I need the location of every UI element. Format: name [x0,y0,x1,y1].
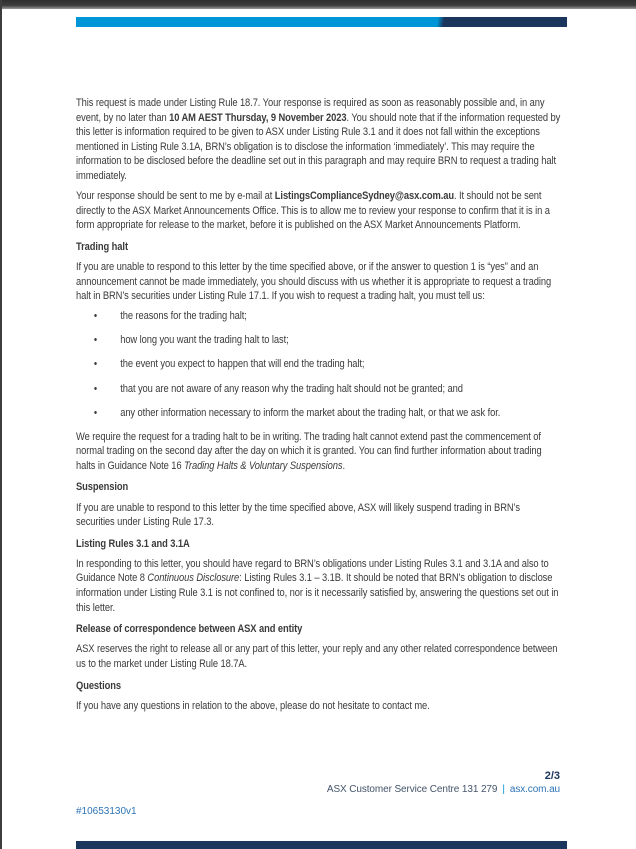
guidance-note-16-title: Trading Halts & Voluntary Suspensions [183,459,343,472]
bullet-icon: • [93,406,98,419]
footer-contact-line [327,784,560,795]
page-edge-shadow-top [0,0,636,9]
paragraph-suspension: If you are unable to respond to this letter by the time specified above, ASX will likely suspend trading in BRN’s securities under Listing Rule 17.3. [76,501,520,529]
list-item [94,406,561,421]
paragraph-response-email [76,189,561,233]
page-number: 2/3 [544,770,560,782]
deadline-emphasis: 10 AM AEST Thursday, 9 November 2023 [169,111,347,124]
heading-questions: Questions [76,679,121,692]
list-item [94,357,561,372]
bullet-icon: • [93,310,98,323]
trading-halt-requirements-list [76,309,561,420]
heading-suspension: Suspension [76,481,129,494]
heading-trading-halt: Trading halt [76,240,128,253]
letterhead-footer-bar [76,841,567,849]
bullet-icon: • [93,358,98,371]
text-segment: This request is made under Listing Rule 18.7. Your response is required as soon as reasonably possible and, in any event, by no later than [76,97,545,124]
text-segment: . It should not be sent directly to the ASX Market Announcements Office. This is to allow me to review your response to confirm that it is in a form appropriate for release to the market, before it is published on the ASX Market Announcements Platform. [76,190,550,232]
paragraph-trading-halt-writing [76,430,561,474]
list-item-text: that you are not aware of any reason why the trading halt should not be granted; and [120,382,463,395]
letter-body [76,96,561,719]
text-segment: . [342,459,346,472]
bullet-icon: • [93,382,98,395]
compliance-email[interactable]: ListingsComplianceSydney@asx.com.au [274,190,454,203]
text-segment: Your response should be sent to me by e-mail at [76,190,275,203]
asx-website-link[interactable]: asx.com.au [509,784,560,795]
list-item-text: any other information necessary to inform the market about the trading halt, or that we ask for. [120,406,501,419]
paragraph-listing-rules [76,557,561,615]
list-item [94,382,561,397]
paragraph-questions: If you have any questions in relation to the above, please do not hesitate to contact me. [76,699,430,712]
footer-separator: | [502,784,505,795]
text-segment: . You should note that if the information requested by this letter is information required to be given to ASX under Listing Rule 3.1 and it does not fall within the exceptions mentioned in Listing Rule 3.1A, BRN’s obligation is to disclose the information ‘immediately’. This may require the information to be disclosed before the deadline set out in this paragraph and may require BRN to request a trading halt immediately. [76,111,561,182]
document-reference: #10653130v1 [76,806,137,817]
list-item-text: the event you expect to happen that will end the trading halt; [120,358,365,371]
text-segment: We require the request for a trading halt to be in writing. The trading halt cannot extend past the commencement of normal trading on the second day after the day on which it is granted. You can find further information about trading halts in Guidance Note 16 [76,430,542,472]
customer-service-text: ASX Customer Service Centre 131 279 [326,784,498,795]
bullet-icon: • [93,334,98,347]
guidance-note-8-title: Continuous Disclosure [147,572,240,585]
text-segment: In responding to this letter, you should have regard to BRN’s obligations under Listing Rules 3.1 and 3.1A and also to Guidance Note 8 [76,557,549,585]
heading-listing-rules: Listing Rules 3.1 and 3.1A [76,537,190,550]
text-segment: : Listing Rules 3.1 – 3.1B. It should be noted that BRN’s obligation to disclose information under Listing Rule 3.1 is not confined to, nor is it necessarily satisfied by, answering the questions set out in this letter. [76,572,559,614]
list-item [94,309,561,324]
page-edge-shadow-left [0,0,2,849]
list-item-text: the reasons for the trading halt; [120,310,247,323]
list-item [94,333,561,348]
paragraph-trading-halt: If you are unable to respond to this letter by the time specified above, or if the answer to question 1 is “yes” and an announcement cannot be made immediately, you should discuss with us whether it is appropriate to request a trading halt in BRN’s securities under Listing Rule 17.1. If you wish to request a trading halt, you must tell us: [76,260,552,303]
paragraph-release-correspondence: ASX reserves the right to release all or any part of this letter, your reply and any other related correspondence between us to the market under Listing Rule 18.7A. [76,643,558,670]
letterhead-accent-bar [76,17,567,27]
list-item-text: how long you want the trading halt to last; [120,334,289,347]
paragraph-response-deadline [76,96,561,184]
heading-release-correspondence: Release of correspondence between ASX and entity [76,623,303,636]
